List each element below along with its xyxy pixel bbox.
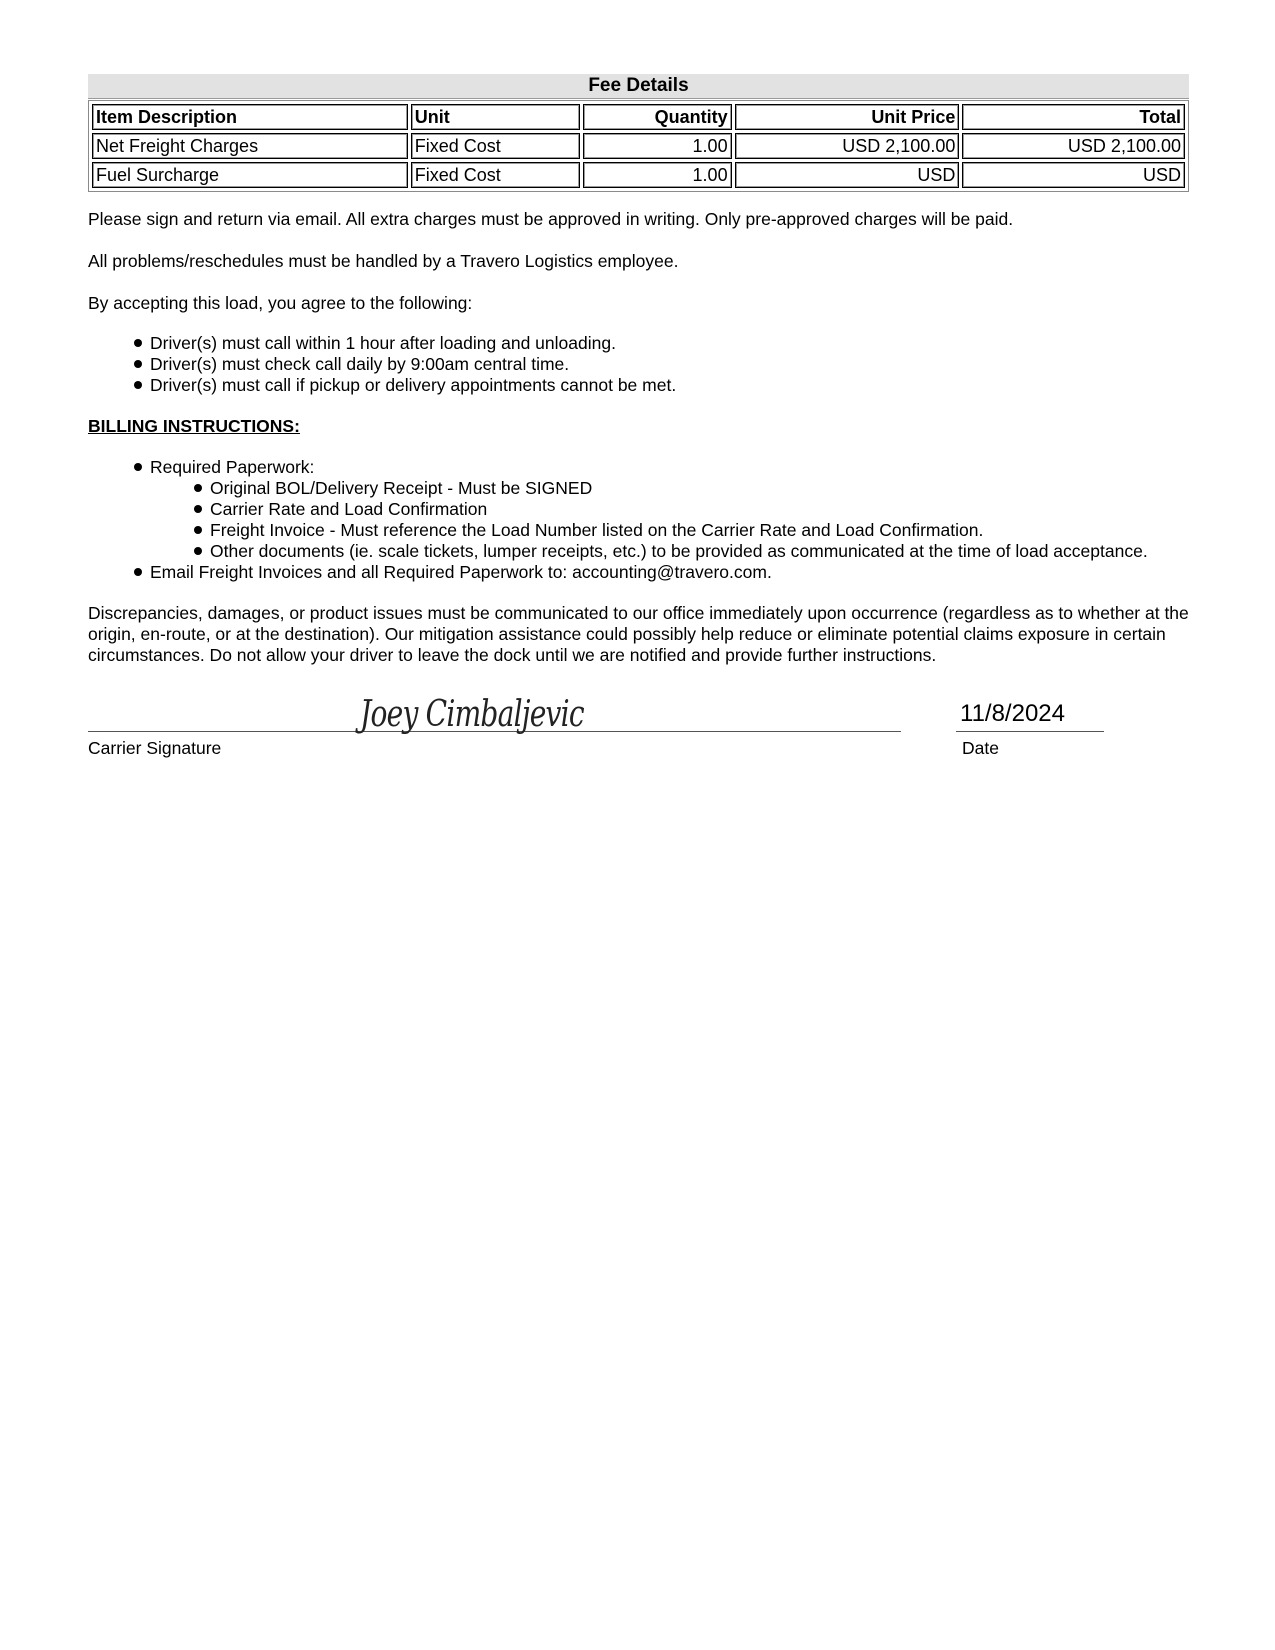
carrier-signature-label: Carrier Signature: [88, 738, 222, 758]
fee-details-table: [88, 100, 1189, 192]
paperwork-list: [150, 478, 1189, 562]
agreement-list: [88, 333, 1189, 396]
list-item: Driver(s) must call if pickup or delivery appointments cannot be met.: [150, 375, 1189, 396]
cell-unit-price: USD: [735, 162, 960, 188]
cell-unit: Fixed Cost: [411, 133, 580, 159]
sign-return-paragraph: Please sign and return via email. All extra charges must be approved in writing. Only pre-approved charges will be paid.: [88, 209, 1014, 229]
cell-item-description: Fuel Surcharge: [92, 162, 408, 188]
rate-confirmation-page: [88, 74, 1189, 776]
cell-quantity: 1.00: [583, 162, 732, 188]
col-unit-price: Unit Price: [735, 104, 960, 130]
col-item-description: Item Description: [92, 104, 408, 130]
signature-area: [88, 686, 1189, 776]
problems-paragraph: All problems/reschedules must be handled by a Travero Logistics employee.: [88, 251, 679, 271]
list-item-required-paperwork: [150, 457, 1189, 562]
cell-item-description: Net Freight Charges: [92, 133, 408, 159]
list-item-email: Email Freight Invoices and all Required Paperwork to: accounting@travero.com.: [150, 562, 1189, 583]
list-item: Original BOL/Delivery Receipt - Must be SIGNED: [210, 478, 1189, 499]
col-unit: Unit: [411, 104, 580, 130]
list-item: Driver(s) must call within 1 hour after loading and unloading.: [150, 333, 1189, 354]
cell-total: USD: [962, 162, 1185, 188]
signature-date: 11/8/2024: [960, 700, 1065, 727]
cell-total: USD 2,100.00: [962, 133, 1185, 159]
date-label: Date: [962, 738, 999, 758]
fee-details-title: Fee Details: [88, 74, 1189, 99]
billing-list: [88, 457, 1189, 583]
handwritten-signature: Joey Cimbaljevic: [360, 694, 584, 735]
cell-unit: Fixed Cost: [411, 162, 580, 188]
cell-unit-price: USD 2,100.00: [735, 133, 960, 159]
billing-instructions-heading: BILLING INSTRUCTIONS:: [88, 416, 300, 436]
table-row: [92, 133, 1185, 159]
table-row: [92, 162, 1185, 188]
table-header-row: [92, 104, 1185, 130]
col-quantity: Quantity: [583, 104, 732, 130]
discrepancies-paragraph: Discrepancies, damages, or product issues must be communicated to our office immediately upon occurrence (regardless as to whether at the origin, en-route, or at the destination). Our mitigation assistance could possibly help reduce or eliminate potential claims exposure in certain circumstances. Do not allow your driver to leave the dock until we are notified and provide further instructions.: [88, 603, 1189, 665]
cell-quantity: 1.00: [583, 133, 732, 159]
accepting-paragraph: By accepting this load, you agree to the following:: [88, 293, 473, 313]
list-item: Freight Invoice - Must reference the Load Number listed on the Carrier Rate and Load Confirmation.: [210, 520, 1189, 541]
col-total: Total: [962, 104, 1185, 130]
date-line: [956, 731, 1104, 732]
list-item: Driver(s) must check call daily by 9:00am central time.: [150, 354, 1189, 375]
required-paperwork-label: Required Paperwork:: [150, 457, 315, 477]
list-item: Carrier Rate and Load Confirmation: [210, 499, 1189, 520]
list-item: Other documents (ie. scale tickets, lumper receipts, etc.) to be provided as communicated at the time of load acceptance.: [210, 541, 1189, 562]
